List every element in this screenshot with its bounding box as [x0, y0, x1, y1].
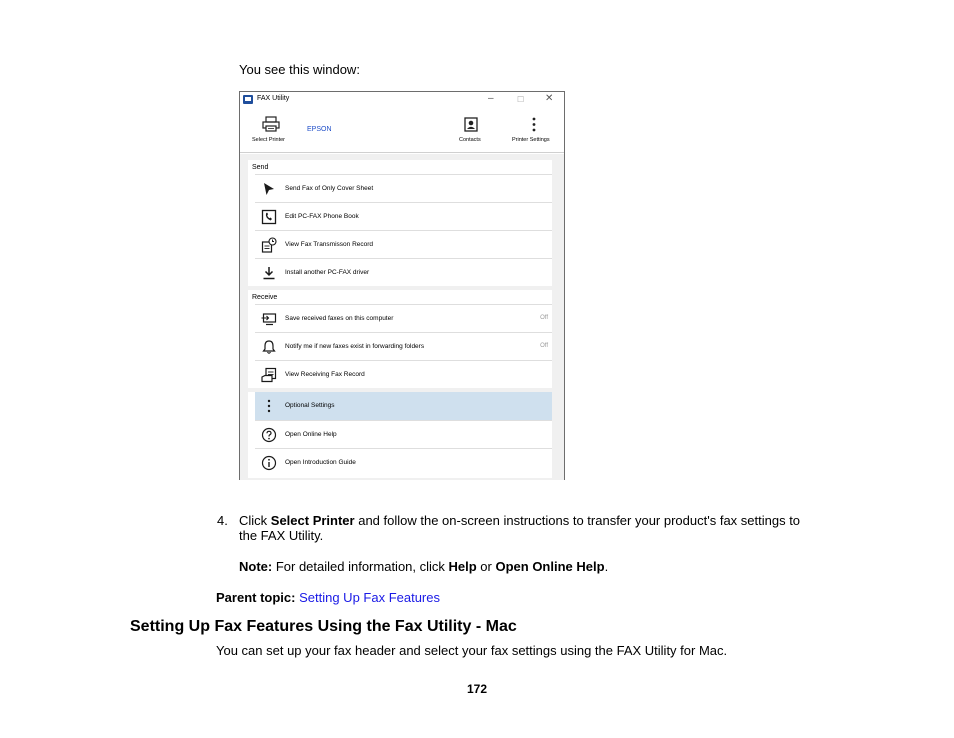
step-4-line2: the FAX Utility. [239, 528, 324, 543]
install-driver-icon [261, 265, 277, 281]
receive-item-label: View Receiving Fax Record [285, 371, 365, 378]
intro-text: You see this window: [239, 62, 360, 77]
note-online-help: Open Online Help [495, 559, 605, 574]
receive-item-label: Save received faxes on this computer [285, 315, 394, 322]
printer-name: EPSON [307, 126, 332, 133]
other-item-label: Optional Settings [285, 402, 335, 409]
more-vertical-icon [532, 117, 536, 132]
view-transmission-record-item[interactable] [255, 230, 552, 258]
note-text: For detailed information, click [272, 559, 449, 574]
notify-new-faxes-item[interactable] [255, 332, 552, 360]
open-introduction-guide-item[interactable] [255, 448, 552, 476]
other-item-label: Open Online Help [285, 431, 337, 438]
toggle-state[interactable]: Off [540, 315, 548, 321]
help-circle-icon [261, 427, 277, 443]
note-paragraph [239, 559, 608, 574]
optional-settings-item[interactable] [255, 392, 552, 420]
printer-settings-label: Printer Settings [512, 137, 550, 143]
maximize-button[interactable]: ☐ [517, 95, 525, 104]
other-item-label: Open Introduction Guide [285, 459, 356, 466]
other-panel [248, 392, 552, 478]
send-item-label: Install another PC-FAX driver [285, 269, 370, 276]
view-receiving-record-item[interactable] [255, 360, 552, 388]
page-number: 172 [466, 682, 488, 696]
printer-settings-button[interactable] [506, 110, 564, 152]
parent-topic [216, 590, 440, 605]
send-item-label: Send Fax of Only Cover Sheet [285, 185, 374, 192]
send-panel [248, 160, 552, 286]
install-driver-item[interactable] [255, 258, 552, 286]
phone-book-icon [261, 209, 277, 225]
receive-item-label: Notify me if new faxes exist in forwarding folders [285, 343, 425, 350]
contacts-icon [464, 117, 478, 132]
cursor-arrow-icon [261, 181, 277, 197]
note-text: . [604, 559, 609, 574]
receive-heading: Receive [252, 294, 278, 301]
receive-panel [248, 290, 552, 388]
send-cover-sheet-item[interactable] [255, 174, 552, 202]
edit-phone-book-item[interactable] [255, 202, 552, 230]
send-item-label: Edit PC-FAX Phone Book [285, 213, 359, 220]
contacts-button[interactable] [452, 110, 492, 152]
receiving-record-icon [261, 367, 277, 383]
step-4-text [239, 513, 839, 543]
contacts-label: Contacts [459, 137, 481, 143]
parent-topic-label: Parent topic: [216, 590, 296, 605]
select-printer-label: Select Printer [252, 137, 286, 143]
step-4-bold: Select Printer [270, 513, 355, 528]
save-received-faxes-item[interactable] [255, 304, 552, 332]
select-printer-button[interactable] [240, 110, 300, 152]
toggle-state[interactable]: Off [540, 343, 548, 349]
printer-icon [262, 116, 280, 132]
window-content [240, 154, 564, 480]
send-item-label: View Fax Transmisson Record [285, 241, 374, 248]
step-4-suffix: and follow the on-screen instructions to transfer your product's fax settings to [354, 513, 801, 528]
note-help: Help [448, 559, 477, 574]
note-label: Note: [239, 559, 273, 574]
window-titlebar [240, 92, 564, 110]
info-circle-icon [261, 455, 277, 471]
send-heading: Send [252, 164, 269, 171]
section-heading: Setting Up Fax Features Using the Fax Utility - Mac [130, 618, 517, 635]
fax-utility-window [239, 91, 565, 480]
window-title: FAX Utility [257, 95, 290, 102]
fax-utility-app-icon [243, 95, 253, 104]
open-online-help-item[interactable] [255, 420, 552, 448]
transmission-record-icon [261, 237, 277, 253]
step-4-prefix: Click [239, 513, 271, 528]
note-text: or [476, 559, 496, 574]
close-button[interactable]: ✕ [545, 93, 554, 104]
section-text: You can set up your fax header and select your fax settings using the FAX Utility for Mac. [216, 643, 728, 658]
more-vertical-icon [261, 398, 277, 414]
save-to-computer-icon [261, 311, 277, 327]
step-number: 4. [217, 513, 228, 528]
minimize-button[interactable]: – [488, 93, 494, 104]
window-toolbar [240, 110, 564, 153]
bell-icon [261, 339, 277, 355]
parent-topic-link[interactable]: Setting Up Fax Features [299, 590, 440, 605]
